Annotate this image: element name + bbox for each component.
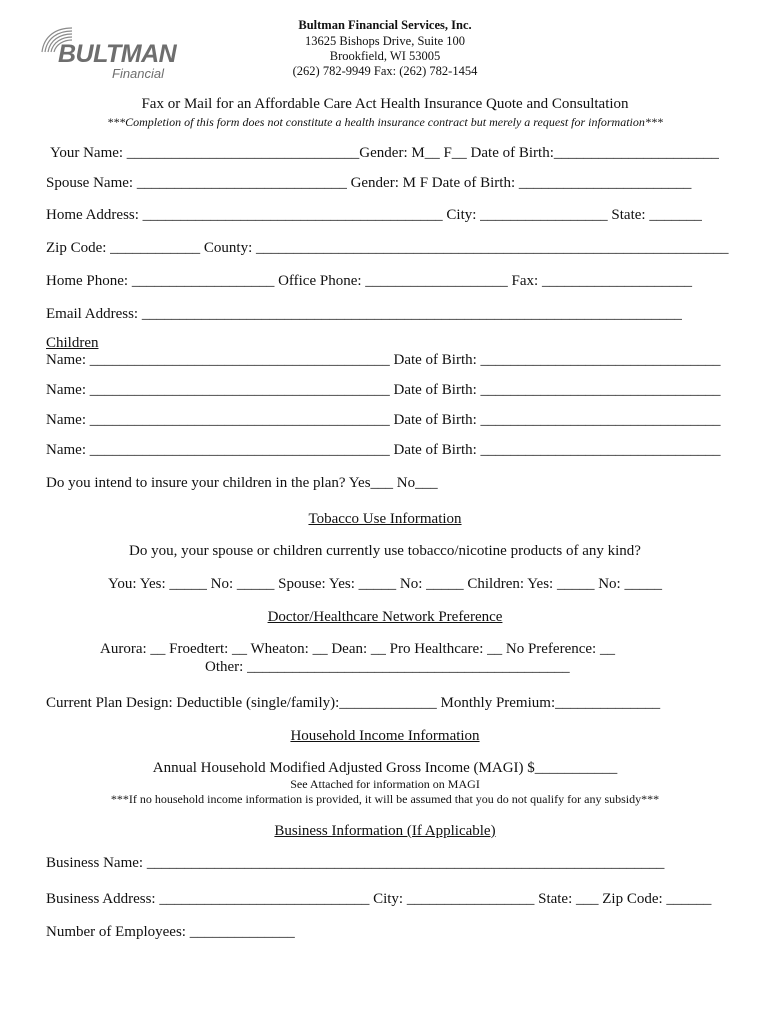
form-disclaimer: ***Completion of this form does not constitute a health insurance contract but merely a request for information*** — [107, 115, 663, 129]
home-address-field[interactable]: Home Address: ________________________________________ City: _________________ State: _______ — [46, 207, 702, 223]
phone-fields[interactable]: Home Phone: ___________________ Office Phone: ___________________ Fax: ____________________ — [46, 273, 692, 289]
income-field[interactable]: Annual Household Modified Adjusted Gross Income (MAGI) $___________ — [152, 760, 618, 776]
tobacco-answers[interactable]: You: Yes: _____ No: _____ Spouse: Yes: _____ No: _____ Children: Yes: _____ No: _____ — [108, 576, 662, 592]
company-name: Bultman Financial Services, Inc. — [298, 18, 472, 32]
business-address-field[interactable]: Business Address: ____________________________ City: _________________ State: ___ Zip Code: ______ — [46, 891, 712, 907]
child-row[interactable]: Name: ________________________________________ Date of Birth: ________________________________ — [46, 442, 721, 458]
plan-design-field[interactable]: Current Plan Design: Deductible (single/family):_____________ Monthly Premium:______________ — [46, 695, 661, 711]
logo-subtitle: Financial — [112, 66, 165, 81]
children-heading: Children — [46, 335, 99, 351]
logo-wordmark: BULTMAN — [58, 40, 177, 68]
income-note: See Attached for information on MAGI — [290, 777, 480, 791]
company-phone-fax: (262) 782-9949 Fax: (262) 782-1454 — [292, 64, 478, 78]
your-name-field[interactable]: Your Name: _______________________________Gender: M__ F__ Date of Birth:______________________ — [50, 145, 719, 161]
zip-county-field[interactable]: Zip Code: ____________ County: _______________________________________________________________ — [46, 240, 729, 256]
doctor-heading: Doctor/Healthcare Network Preference — [267, 609, 503, 625]
subsidy-note: ***If no household income information is provided, it will be assumed that you do not qualify for any subsidy*** — [110, 792, 660, 806]
business-name-field[interactable]: Business Name: _____________________________________________________________________ — [46, 855, 665, 871]
company-address-line1: 13625 Bishops Drive, Suite 100 — [304, 34, 466, 48]
tobacco-question: Do you, your spouse or children currently use tobacco/nicotine products of any kind? — [129, 543, 641, 559]
email-field[interactable]: Email Address: ________________________________________________________________________ — [46, 306, 682, 322]
employees-field[interactable]: Number of Employees: ______________ — [46, 924, 295, 940]
doctor-options[interactable]: Aurora: __ Froedtert: __ Wheaton: __ Dean: __ Pro Healthcare: __ No Preference: __ — [100, 641, 615, 657]
income-heading: Household Income Information — [290, 728, 480, 744]
child-row[interactable]: Name: ________________________________________ Date of Birth: ________________________________ — [46, 382, 721, 398]
spouse-name-field[interactable]: Spouse Name: ____________________________ Gender: M F Date of Birth: _______________________ — [46, 175, 692, 191]
company-address-line2: Brookfield, WI 53005 — [329, 49, 441, 63]
child-row[interactable]: Name: ________________________________________ Date of Birth: ________________________________ — [46, 352, 721, 368]
tobacco-heading: Tobacco Use Information — [308, 511, 462, 527]
child-row[interactable]: Name: ________________________________________ Date of Birth: ________________________________ — [46, 412, 721, 428]
business-heading: Business Information (If Applicable) — [274, 823, 496, 839]
form-title: Fax or Mail for an Affordable Care Act Health Insurance Quote and Consultation — [141, 96, 629, 112]
doctor-other-field[interactable]: Other: ___________________________________________ — [205, 659, 570, 675]
insure-children-question[interactable]: Do you intend to insure your children in the plan? Yes___ No___ — [46, 475, 438, 491]
